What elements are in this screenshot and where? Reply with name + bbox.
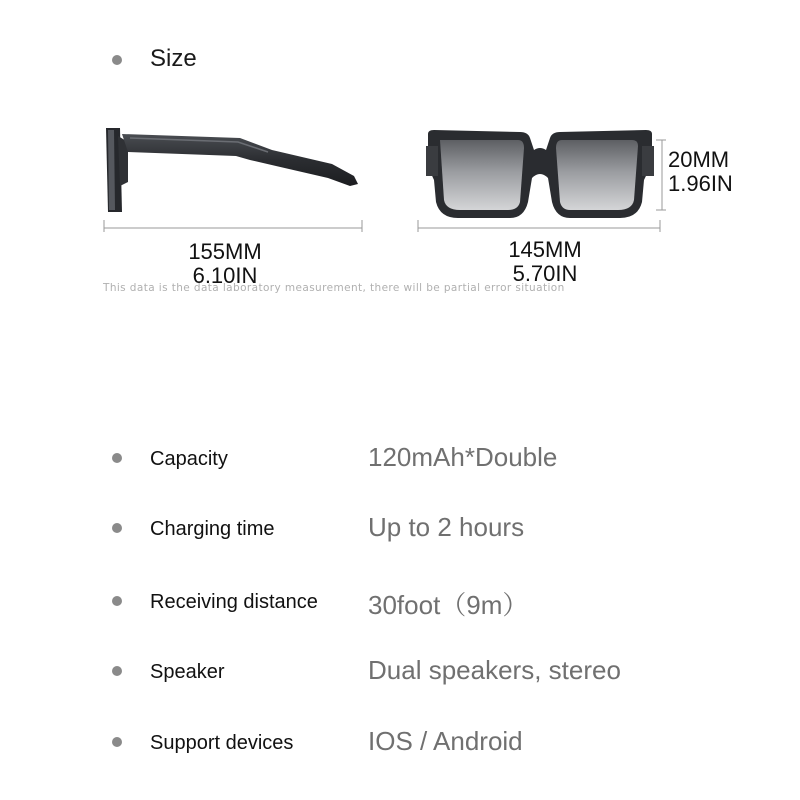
front-width-label bbox=[490, 238, 600, 286]
side-length-label bbox=[170, 240, 280, 288]
side-length-mm: 155MM bbox=[188, 239, 262, 264]
front-width-mm: 145MM bbox=[508, 237, 582, 262]
spec-bullet bbox=[112, 596, 122, 606]
spec-bullet bbox=[112, 453, 122, 463]
front-height-in: 1.96IN bbox=[668, 171, 733, 196]
spec-bullet bbox=[112, 737, 122, 747]
spec-label: Speaker bbox=[150, 661, 225, 683]
size-bullet bbox=[112, 55, 122, 65]
spec-label: Capacity bbox=[150, 448, 228, 470]
spec-value: 30foot（9m） bbox=[368, 590, 529, 620]
spec-bullet bbox=[112, 666, 122, 676]
spec-row-speaker bbox=[0, 651, 800, 691]
spec-row-charging-time bbox=[0, 508, 800, 548]
spec-row-capacity bbox=[0, 438, 800, 478]
measurement-disclaimer: This data is the data laboratory measurement, there will be partial error situation bbox=[103, 282, 565, 294]
side-length-in: 6.10IN bbox=[192, 263, 258, 288]
glasses-side-view-image bbox=[100, 120, 370, 235]
spec-value: 120mAh*Double bbox=[368, 442, 558, 472]
spec-label: Receiving distance bbox=[150, 591, 318, 613]
spec-value: Dual speakers, stereo bbox=[368, 655, 621, 685]
spec-row-support-devices bbox=[0, 722, 800, 762]
spec-value: Up to 2 hours bbox=[368, 512, 525, 542]
glasses-front-view-image bbox=[410, 122, 670, 232]
spec-row-receiving-distance bbox=[0, 581, 800, 621]
front-height-mm: 20MM bbox=[668, 147, 730, 172]
size-heading: Size bbox=[150, 45, 197, 72]
spec-bullet bbox=[112, 523, 122, 533]
spec-value: IOS / Android bbox=[368, 726, 523, 756]
spec-label: Charging time bbox=[150, 518, 275, 540]
front-width-in: 5.70IN bbox=[512, 261, 578, 286]
spec-label: Support devices bbox=[150, 732, 294, 754]
front-height-label bbox=[668, 148, 758, 196]
